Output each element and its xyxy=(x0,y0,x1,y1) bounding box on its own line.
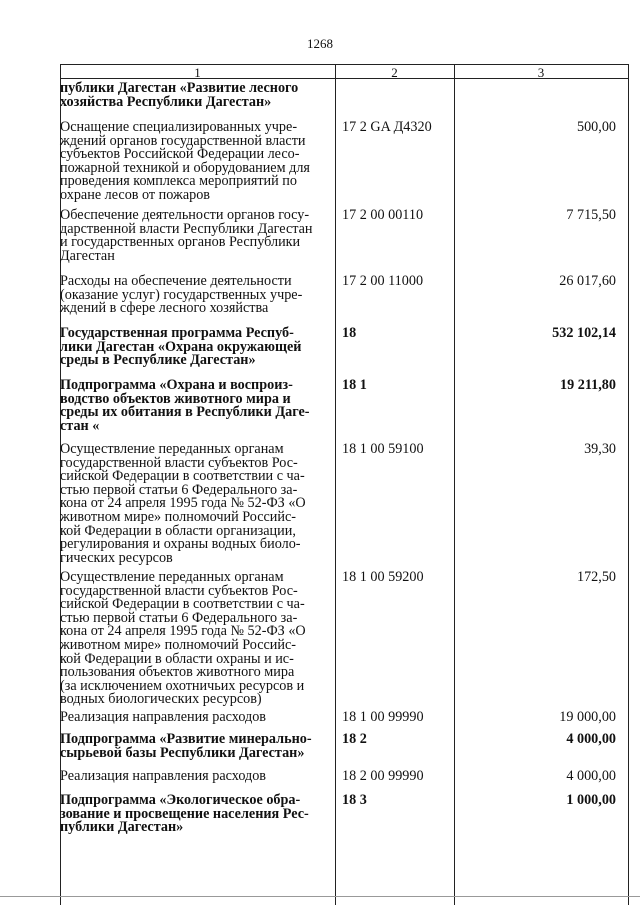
row-name: Реализация направления расходов xyxy=(60,709,267,725)
row-code: 18 3 xyxy=(342,792,367,808)
page-bottom-edge xyxy=(0,896,640,897)
row-name: Осуществление переданных органам государственной власти субъектов Рос- сийской Федерации в соответствии с ча- стью первой статьи 6 Федерального за- кона от 24 апреля 1995 года № 52-ФЗ «О животном мире» полномочий Российс- кой Федерации в области организации, регулирования и охраны водных биоло- гических ресурсов xyxy=(60,441,306,566)
row-code: 18 1 00 59100 xyxy=(342,441,424,457)
row-amount: 7 715,50 xyxy=(566,207,616,223)
row-code: 18 2 xyxy=(342,731,367,747)
row-amount: 4 000,00 xyxy=(566,768,616,784)
page-number: 1268 xyxy=(307,36,333,51)
row-code: 17 2 00 11000 xyxy=(342,273,424,289)
column-header-1: 1 xyxy=(194,65,201,80)
row-name: Оснащение специализированных учре- ждений органов государственной власти субъектов Российской Федерации лесо- пожарной техникой и оборудованием для проведения комплекса мероприятий по охране лесов от пожаров xyxy=(60,119,310,203)
column-header-3: 3 xyxy=(537,65,545,80)
row-amount: 26 017,60 xyxy=(559,273,616,289)
row-name: Подпрограмма «Экологическое обра- зование и просвещение населения Рес- публики Дагестан» xyxy=(60,792,309,836)
row-amount: 172,50 xyxy=(576,569,616,585)
row-name: Расходы на обеспечение деятельности (оказание услуг) государственных учре- ждений в сфере лесного хозяйства xyxy=(60,273,303,317)
row-name: Реализация направления расходов xyxy=(60,768,267,784)
row-amount: 500,00 xyxy=(576,119,616,135)
row-name: Подпрограмма «Развитие минерально- сырьевой базы Республики Дагестан» xyxy=(60,731,312,761)
table-right-border xyxy=(628,64,629,905)
row-name: Обеспечение деятельности органов госу- дарственной власти Республики Дагестан и государственных органов Республики Дагестан xyxy=(60,207,313,264)
row-code: 17 2 00 00110 xyxy=(342,207,424,223)
row-name: Осуществление переданных органам государственной власти субъектов Рос- сийской Федерации в соответствии с ча- стью первой статьи 6 Федерального за- кона от 24 апреля 1995 года № 52-ФЗ «О животном мире» полномочий Российс- кой Федерации в области охраны и ис- пользования объектов животного мира (за исключением охотничьих ресурсов и водных биологических ресурсов) xyxy=(60,569,306,708)
row-amount: 4 000,00 xyxy=(566,731,616,747)
row-code: 18 xyxy=(342,325,357,341)
column-header-2: 2 xyxy=(391,65,398,80)
row-name: Подпрограмма «Охрана и воспроиз- водство объектов животного мира и среды их обитания в Республики Даге- стан « xyxy=(60,377,310,434)
column-divider-1 xyxy=(335,64,336,905)
row-amount: 532 102,14 xyxy=(552,325,616,341)
row-code: 18 2 00 99990 xyxy=(342,768,424,784)
row-amount: 19 211,80 xyxy=(560,377,616,393)
row-amount: 1 000,00 xyxy=(566,792,616,808)
row-code: 17 2 GA Д4320 xyxy=(342,119,432,135)
row-code: 18 1 xyxy=(342,377,367,393)
row-code: 18 1 00 99990 xyxy=(342,709,424,725)
row-name: публики Дагестан «Развитие лесного хозяйства Республики Дагестан» xyxy=(60,80,299,110)
row-name: Государственная программа Респуб- лики Дагестан «Охрана окружающей среды в Республике Дагестан» xyxy=(60,325,302,369)
row-code: 18 1 00 59200 xyxy=(342,569,424,585)
row-amount: 19 000,00 xyxy=(559,709,616,725)
row-amount: 39,30 xyxy=(584,441,616,457)
